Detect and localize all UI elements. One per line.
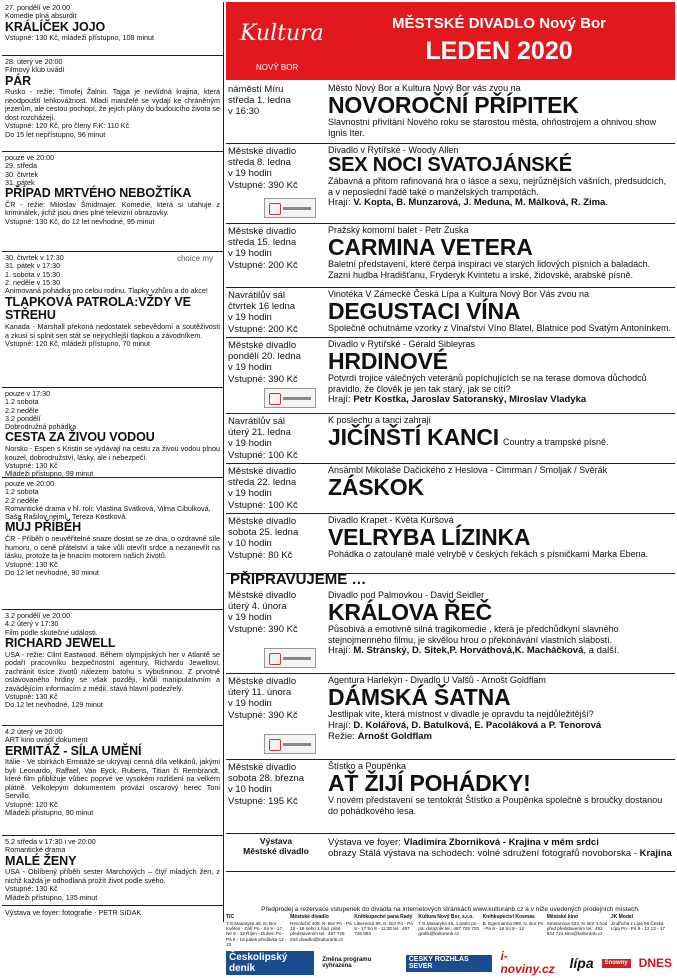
event-row (226, 288, 675, 338)
event-info-line: středa 22. ledna (228, 477, 297, 489)
event-info-line: úterý 21. ledna (228, 427, 291, 439)
event-title-text: JIČÍNŠTÍ KANCI (328, 424, 499, 451)
entry-ticket-line: Vstupné: 120 Kč (5, 799, 58, 809)
event-info (228, 676, 324, 721)
office-details: Smetanova 523, N. Bor 1 hod před představením tel.: 483 634 721 kino@kulturanb.cz (546, 920, 608, 937)
entry-date-line: Filmový klub uvádí (5, 65, 65, 75)
event-description: Potvrdí trojice válečných veteránů popíchujících se na terase domova důchodců pravidlo, že člověk je jen tak starý, jak se cítí? (328, 373, 647, 394)
event-presenter: Vinotéka V Zámecké Česká Lípa a Kultura Nový Bor Vás zvou na (328, 289, 589, 299)
sales-office (547, 915, 611, 947)
ticket-icon[interactable] (264, 734, 316, 754)
sales-office (483, 915, 547, 947)
sales-office (226, 915, 290, 947)
sponsor-logo[interactable]: Změna programu vyhrazena (322, 956, 372, 970)
event-info-line: sobota 25. ledna (228, 527, 299, 539)
event-description: Slavnostní přivítání Nového roku se starostou města, ohňostrojem a ohnivou show Ignis Iter. (328, 117, 657, 138)
event-info-line: Městské divadlo (228, 516, 297, 527)
event-row (226, 224, 675, 288)
office-details: Jindřicha z Lipé 96 Česká Lípa Po - Pá 9 - 12 13 - 17 (610, 920, 665, 932)
entry-date-line: 30. čtvrtek (5, 169, 39, 179)
entry-date-line: ART kino uvádí dokument (5, 735, 88, 745)
entry-date-line: 2. neděle v 15:30 (5, 277, 61, 287)
entry-date-line: 28. úterý ve 20:00 (5, 57, 63, 66)
event-info-line: v 19 hodin (228, 612, 272, 624)
event-info-line: Vstupné: 390 Kč (228, 179, 298, 191)
event-content (328, 515, 672, 560)
theatre-title: MĚSTSKÉ DIVADLO Nový Bor (392, 15, 606, 32)
entry-ticket-line: Vstupné: 120 Kč, mládeži přístupno, 70 minut (5, 339, 151, 349)
event-info-line: Městské divadlo (243, 846, 309, 857)
event-info-line: Vstupné: 200 Kč (228, 259, 298, 271)
entry-date-line: 4.2 úterý ve 20:00 (5, 727, 63, 736)
left-exhibition-note: Výstava ve foyer: fotografie - PETR SIDAK (5, 908, 142, 917)
office-details: Revoluční 408, N. Bor Po - Pá 15 - 18 nebo 1 hod. před představením tel.: 487 725 634 divadlo@kulturanb.cz (290, 920, 352, 942)
event-info (228, 590, 324, 635)
exhibition-text-2 (328, 849, 672, 860)
exhibition-title: Vladimíra Zborníková - Krajina v mém srdci (403, 837, 599, 848)
event-presenter: Ansámbl Mikoláše Dačického z Heslova - Cimrman / Smoljak / Svěrák (328, 465, 608, 475)
kultura-logo (232, 6, 324, 76)
ticket-icon[interactable] (264, 198, 316, 218)
entry-title: ERMITÁŽ - SÍLA UMĚNÍ (5, 743, 142, 758)
event-info (228, 762, 324, 807)
event-info-line: v 19 hodin (228, 698, 272, 710)
event-info-line: Vstupné: 80 Kč (228, 549, 293, 561)
office-name: JK Model (610, 914, 634, 921)
event-presenter: Divadlo v Rytířské - Woody Allen (328, 145, 459, 155)
event-info-line: Městské divadlo (228, 590, 297, 601)
event-title-text: SEX NOCI SVATOJÁNSKÉ (328, 154, 572, 177)
entry-date-line: Romantické drama (5, 845, 66, 855)
office-name: Knihkupectví Kosmas (482, 914, 535, 921)
event-info-line: v 16:30 (228, 106, 260, 118)
entry-description: ČR - režie: Miloslav Šmidmajer. Komedie, která si utahuje z kriminálek, jichž jsou dnes plné televizní obrazovky. (5, 199, 220, 218)
entry-ticket-line: Mládeži přístupno, 90 minut (5, 808, 94, 818)
event-title-tail: Country a trampské písně. (503, 437, 609, 448)
entry-date-line: 29. středa (5, 161, 37, 171)
director-name: Arnošt Goldflam (357, 731, 432, 743)
entry-date-line: pouze v 17:30 (5, 389, 51, 398)
event-cast (328, 197, 672, 208)
sponsor-logo[interactable]: DNES (638, 955, 672, 970)
cinema-entry (2, 56, 223, 152)
event-title-text: CARMINA VETERA (328, 234, 533, 261)
event-info-line: v 19 hodin (228, 362, 272, 374)
event-title (328, 771, 672, 795)
event-title (328, 155, 672, 176)
entry-title: MALÉ ŽENY (5, 853, 77, 868)
logo-city: NOVÝ BOR (256, 63, 299, 72)
entry-ticket-line: Vstupné: 130 Kč (5, 692, 58, 702)
event-cast (328, 645, 672, 656)
entry-description: Rusko - režie: Timofej Žalnin. Tajga je nevlídná krajina, která neodpouští lehkovážnost. Mladí manželé se vydají ke chráněným jezerům, ale cestou pochopí, že jejich plány do budoucího života se dost rozcházejí. (5, 87, 220, 122)
exhibition-label: Výstava ve foyer: (328, 837, 404, 848)
event-presenter: Agentura Harlekýn - Divadlo U Valšů - Arnošt Goldflam (328, 675, 546, 685)
cast-end: , a další. (583, 645, 620, 657)
event-title (328, 349, 672, 373)
event-content (328, 675, 672, 743)
entry-description: USA - režie: Clint Eastwood. Během olympijských her v Atlantě se podaří pracovníku bezpečnostní agentury, Richardu Jewellovi, zachránit tisíce životů nálezem batohu s výbušninou. Z prvotně oslavovaného hrdiny se však později, kvůli manipulativním a zavádějícím informacím z médií, stává hlavní podezřelý. (5, 649, 220, 693)
event-content (328, 465, 672, 499)
cast-names: Petr Kostka, Jaroslav Satoranský, Miroslav Vladyka (353, 394, 587, 406)
event-row (226, 514, 675, 574)
cast-end: . (605, 197, 608, 209)
entry-ticket-line: Vstupné: 130 Kč (5, 559, 58, 569)
event-info-line: úterý 4. února (228, 601, 287, 613)
entry-date-line: 1.2 sobota (5, 487, 39, 497)
event-content (328, 415, 672, 449)
event-info-line: středa 1. ledna (228, 95, 291, 107)
event-info-line: Vstupné: 100 Kč (228, 449, 298, 461)
event-info-line: Městské divadlo (228, 226, 297, 237)
event-title-text: ZÁSKOK (328, 474, 424, 501)
event-presenter: Divadlo v Rytířské - Gérald Sibleyras (328, 339, 476, 349)
event-presenter: K poslechu a tanci zahrají (328, 415, 432, 425)
entry-title: KRÁLÍČEK JOJO (5, 19, 106, 34)
event-title (328, 299, 672, 323)
event-presenter: Štístko a Poupěnka (328, 761, 407, 771)
event-row (226, 674, 675, 760)
cinema-entry (2, 836, 223, 906)
event-content (328, 83, 672, 138)
office-details: B. Egermanna 999, N. Bor Po - Pá 9 - 18 So 9 - 12 (482, 920, 544, 932)
entry-date-line: Dobrodružná pohádka (5, 422, 77, 432)
entry-ticket-line: Vstupné: 130 Kč, do 12 let nevhodné, 95 minut (5, 216, 155, 226)
event-title-text: AŤ ŽIJÍ POHÁDKY! (328, 770, 531, 797)
sales-office (611, 915, 675, 947)
event-description: Pohádka o zatoulané malé velrybě v českých řekách s písničkami Marka Ebena. (328, 549, 649, 560)
event-info-line: v 19 hodin (228, 312, 272, 324)
event-title (328, 600, 672, 624)
event-row (226, 338, 675, 414)
event-cast (328, 720, 672, 731)
cinema-entry (2, 726, 223, 836)
event-info-line: Městské divadlo (228, 762, 297, 773)
entry-date-line: 1.2 sobota (5, 397, 39, 407)
event-info-line: Městské divadlo (228, 340, 297, 351)
entry-title: PŘÍPAD MRTVÉHO NEBOŽTÍKA (5, 186, 192, 201)
event-director (328, 731, 672, 742)
event-content (328, 590, 672, 657)
event-presenter: Město Nový Bor a Kultura Nový Bor vás zvou na (328, 83, 521, 93)
event-description: V novém představení se tentokrát Štístko a Poupěnka společně s broučky dostanou do pohádkového lesa. (328, 795, 663, 816)
entry-title: RICHARD JEWELL (5, 635, 116, 650)
event-info (228, 466, 324, 511)
entry-date-line: 27. pondělí ve 20:00 (5, 3, 71, 12)
event-content (328, 339, 672, 406)
entry-date-line: 31. pátek (5, 177, 35, 187)
event-info-line: sobota 28. března (228, 773, 305, 785)
entry-ticket-line: Vstupné: 130 Kč (5, 884, 58, 894)
event-info-line: Vstupné: 100 Kč (228, 499, 298, 511)
event-title (328, 93, 672, 117)
event-info-line: Městské divadlo (228, 146, 297, 157)
event-info-line: Výstava (259, 836, 293, 846)
office-name: Kultura Nový Bor, s.r.o. (418, 914, 474, 921)
event-info-line: v 10 hodin (228, 784, 272, 796)
entry-date-line: pouze ve 20:00 (5, 153, 55, 162)
choice-logo: choice my (176, 254, 213, 263)
entry-description: ČR - Příběh o neuvěřitelné snaze dostat se ze dna, o ozdravné síle humoru, o ceně přátelství a také vůli otevřít srdce a nezanevřít na lásku, protože ta je hnacím motorem našich životů. (5, 534, 220, 561)
office-details: T.G.Masaryka 46, N. Bor Květen - Září Po - So 9 - 17 Ne 9 - 12 Říjen - Duben Po - Pá 9 - 16 pátek předávka 12 - 13 (226, 920, 287, 948)
event-presenter: Divadlo pod Palmovkou - David Seidler (328, 590, 485, 600)
sponsor-logo[interactable]: lípa (569, 954, 594, 971)
entry-ticket-line: Do 12 let nevhodné, 129 minut (5, 700, 103, 710)
entry-title: TLAPKOVÁ PATROLA:VŽDY VE STŘEHU (5, 294, 191, 323)
event-title-text: NOVOROČNÍ PŘÍPITEK (328, 92, 579, 119)
cinema-entry (2, 610, 223, 726)
event-info-line: Vstupné: 390 Kč (228, 373, 298, 385)
event-presenter: Pražský komorní balet - Petr Zuska (328, 225, 469, 235)
sponsor-logo[interactable]: Českolipský deník (226, 951, 314, 975)
entry-date-line: 1. sobota v 15:30 (5, 269, 61, 279)
event-row (226, 82, 675, 144)
event-title-text: HRDINOVÉ (328, 348, 448, 375)
event-content (328, 145, 672, 208)
office-details: T.G.Masaryka 45, 1.patro po - pá: dotazník tel.: 487 726 703 grafik@kulturanb.cz (418, 920, 480, 937)
entry-ticket-line: Mládeži přístupno, 135 minut (5, 892, 98, 902)
event-content (328, 289, 672, 334)
entry-description-2: Kanada - Marshall překoná nedostatek sebevědomí a soutěživosti a zkusí si splnit sen stát se nejrychlejší tlapkou a závodníkem. (5, 322, 220, 340)
entry-ticket-line: Do 12 let nevhodné, 90 minut (5, 567, 99, 577)
office-name: TIC (226, 914, 235, 921)
office-name: Knihkupectví pana Radý (354, 914, 413, 921)
entry-date-line: Film podle skutečné události. (5, 627, 98, 637)
event-info (228, 84, 324, 118)
event-description: Působivá a emotivně silná tragikomedie , která je předchůdkyní slavného stejnojmenného filmu, je skvělou hrou o překonávání vlastních slabostí. (328, 624, 619, 645)
event-info (228, 516, 324, 561)
event-row (226, 571, 675, 674)
event-info (228, 226, 324, 271)
event-info-line: Navrátilův sál (228, 416, 286, 427)
event-description: Zábavná a přitom rafinovaná hra o lásce a sexu, nejrůznějších vášních, předsudcích, a v neposlední řadě také o manželských trampotách. (328, 176, 667, 197)
event-info-line: středa 15. ledna (228, 237, 297, 249)
event-info-line: v 19 hodin (228, 438, 272, 450)
event-description: Baletní představení, které čerpá inspiraci ve starých lidových písních a baladách. Zazní hudba Hradišťanu, Fryderyk Kvintetu a irské, židovské, arabské písně. (328, 259, 651, 280)
event-title (328, 525, 672, 549)
event-content (328, 761, 672, 816)
event-info (228, 146, 324, 191)
cast-label: Hrají: (328, 394, 354, 406)
event-title-text: DÁMSKÁ ŠATNA (328, 684, 511, 711)
event-info-line: Vstupné: 200 Kč (228, 323, 298, 335)
poster-footer (226, 906, 675, 977)
event-row (226, 414, 675, 464)
entry-ticket-line: Vstupné: 130 Kč (5, 461, 58, 471)
entry-description: Norsko - Espen s Kristin se vydávají na cestu za živou vodou plnou kouzel, dobrodružství, lásky, ale i nebezpečí. (5, 444, 220, 462)
office-details: Liberecká 86, N. Bor Po - Pá 9 - 17 So 8 - 11:30 tel.: 487 726 993 (354, 920, 413, 937)
cast-label: Hrají: (328, 719, 354, 731)
cast-label: Hrají: (328, 197, 354, 209)
entry-date-line: 2.2 neděle (5, 495, 39, 505)
cast-names: V. Kopta, B. Munzarová, J. Meduna, M. Málková, R. Zima (353, 197, 606, 209)
entry-date-line: Romantické drama v hl. roli: Vlastina Svátková, Vilma Cibulková, Saša Rašilov nejml., Tereza Kostková. (5, 503, 211, 522)
sales-office (354, 915, 418, 947)
entry-date-line: 31. pátek v 17:30 (5, 261, 61, 271)
office-name: Městské divadlo (290, 914, 329, 921)
event-title (328, 235, 672, 259)
event-info-line: v 19 hodin (228, 168, 272, 180)
event-info-line: Městské divadlo (228, 466, 297, 477)
cinema-program-column (2, 2, 224, 922)
event-title (328, 475, 672, 499)
event-row (226, 144, 675, 224)
upcoming-heading: PŘIPRAVUJEME … (230, 571, 367, 588)
event-info-line: Vstupné: 390 Kč (228, 709, 298, 721)
event-description: Společně ochutnáme vzorky z Vinařství Víno Blatel, Blatnice pod Svatým Antonínkem. (328, 323, 672, 334)
event-info-line: pondělí 20. ledna (228, 351, 301, 363)
exhibition-title-2: Krajina (639, 847, 672, 859)
cast-names: M. Stránský, D. Sitek,P. Horváthová,K. Macháčková (353, 645, 584, 657)
cinema-entry (2, 152, 223, 252)
ticket-icon[interactable] (264, 648, 316, 668)
entry-date-line: Komedie plná absurdit (5, 11, 77, 21)
exhibition-label-2: obrazy Stálá výstava na schodech: volné sdružení fotografů novoborska - (328, 847, 640, 859)
sales-office (418, 915, 482, 947)
office-name: Městské kino (546, 914, 579, 921)
entry-ticket-line: Mládeži přístupno, 99 minut (5, 469, 94, 479)
director-label: Režie: (328, 731, 358, 743)
presale-note: Předprodej a rezervace vstupenek do divadla na internetových stránkách www.kulturanb.cz a v níže uvedených prodejních místech. (261, 906, 640, 913)
entry-title: MŮJ PŘÍBĚH (5, 520, 82, 535)
event-title-text: DEGUSTACI VÍNA (328, 298, 521, 325)
entry-date-line: 30. čtvrtek v 17:30 (5, 253, 64, 262)
entry-ticket-line: Vstupné: 120 Kč, pro členy F.K: 110 Kč (5, 121, 130, 131)
cast-names: D. Kolářová, D. Batulková, E. Pacoláková a P. Tenorová (353, 719, 602, 731)
poster-header (226, 2, 675, 80)
entry-date-line: 2.2 neděle (5, 405, 39, 415)
event-title (328, 685, 672, 709)
event-row (226, 760, 675, 834)
event-info (228, 836, 324, 856)
event-info (228, 290, 324, 335)
event-title-text: VELRYBA LÍZINKA (328, 524, 531, 551)
event-info-line: v 19 hodin (228, 248, 272, 260)
event-info-line: úterý 11. února (228, 687, 292, 699)
ticket-icon[interactable] (264, 388, 316, 408)
event-info-line: čtvrtek 16 ledna (228, 301, 296, 313)
sales-office (290, 915, 354, 947)
event-description: Jestlipak víte, která místnost v divadle je opravdu ta nejdůležitější? (328, 709, 594, 720)
sponsor-logo[interactable]: i-noviny.cz (500, 949, 555, 977)
event-presenter: Divadlo Krapet - Květa Kuršová (328, 515, 454, 525)
event-title (328, 425, 672, 449)
event-row (226, 834, 675, 872)
event-cast (328, 394, 672, 405)
entry-description: Animovaná pohádka pro celou rodinu. Tlapky vzhůru a do akce! (5, 286, 208, 296)
entry-description: USA - Oblíbený příběh sester Marchových – čtyř mladých žen, z nichž každá je odhodlaná prožít život podle svého. (5, 867, 220, 885)
event-row (226, 464, 675, 514)
sponsor-logo[interactable]: Snowny (602, 959, 631, 968)
event-info-line: Vstupné: 390 Kč (228, 623, 298, 635)
event-info-line: středa 8. ledna (228, 157, 291, 169)
sponsor-logo[interactable]: ČESKÝ ROZHLAS SEVER (406, 955, 493, 972)
entry-date-line: 3.2 pondělí (5, 413, 41, 423)
event-info-line: Vstupné: 195 Kč (228, 795, 298, 807)
month-title: LEDEN 2020 (425, 37, 573, 65)
event-info-line: v 10 hodin (228, 538, 272, 550)
entry-date-line: 3.2 pondělí ve 20:00 (5, 611, 71, 620)
entry-date-line: 4.2 úterý v 17:30 (5, 619, 59, 629)
entry-date-line: pouze ve 20:00 (5, 479, 55, 488)
event-info-line: Městské divadlo (228, 676, 297, 687)
event-info (228, 340, 324, 385)
event-content (328, 838, 672, 860)
event-content (328, 225, 672, 280)
event-info-line: Navrátilův sál (228, 290, 286, 301)
entry-ticket-line: Vstupné: 130 Kč, mládeži přístupno, 108 minut (5, 33, 155, 43)
event-info (228, 416, 324, 461)
entry-title: CESTA ZA ŽIVOU VODOU (5, 430, 155, 445)
cinema-entry (2, 478, 223, 610)
cinema-entry (2, 388, 223, 478)
cinema-entry (2, 252, 223, 388)
entry-ticket-line: Do 15 let nepřístupno, 96 minut (5, 129, 106, 139)
logo-text: Kultura (240, 21, 324, 46)
entry-description: Itálie - Ve sbírkách Ermitáže se ukrývají cenná díla velikánů, jakými byli Leonardo, Raffael, Van Eyck, Rubens, Titian či Rembrandt, které film přibližuje vůbec poprvé ve vysokém rozlišení na velkém plátně. Velkolepým dokumentem provází oscarový herec Toni Servillo. (5, 757, 220, 801)
event-info-line: náměstí Míru (228, 84, 284, 95)
cast-label: Hrají: (328, 645, 354, 657)
entry-title: PÁR (5, 73, 32, 88)
entry-date-line: 5.2 středa v 17:30 i ve 20:00 (5, 837, 96, 846)
sponsor-logos (226, 949, 675, 977)
event-info-line: v 19 hodin (228, 488, 272, 500)
sales-offices (226, 915, 675, 947)
cinema-entry (2, 2, 223, 56)
event-title-text: KRÁLOVA ŘEČ (328, 599, 492, 626)
theatre-events (226, 82, 675, 872)
